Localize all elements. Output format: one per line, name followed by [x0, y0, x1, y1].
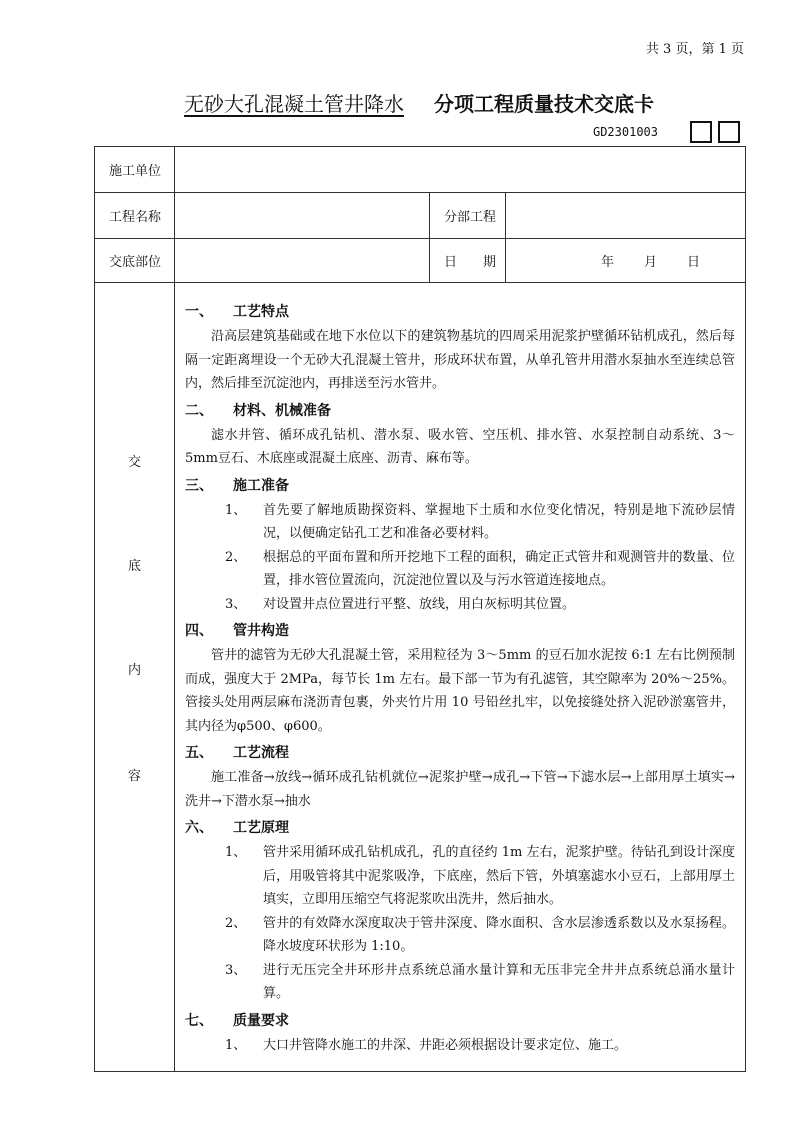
disclosure-form	[94, 146, 746, 1072]
list-item: 1、 管井采用循环成孔钻机成孔，孔的直径约 1m 左右，泥浆护壁。待钻孔到设计深度后，用吸管将其中泥浆吸净，下底座，然后下管，外填塞滤水小豆石，上部用厚土填实，立即用压缩空气将泥浆吹出洗井，然后抽水。	[225, 845, 736, 907]
part-value[interactable]	[175, 239, 430, 283]
page-number: 共 3 页，第 1 页	[645, 42, 744, 57]
list-item: 2、 根据总的平面布置和所开挖地下工程的面积，确定正式管井和观测管井的数量、位置，排水管位置流向，沉淀池位置以及与污水管道连接地点。	[225, 549, 736, 588]
code-row	[593, 121, 740, 143]
part-label: 交底部位	[95, 239, 175, 283]
side-char-4: 容	[127, 769, 141, 784]
subproject-label: 分部工程	[430, 193, 506, 239]
date-month: 月	[643, 255, 657, 270]
title-suffix: 分项工程质量技术交底卡	[434, 92, 654, 116]
side-char-1: 交	[127, 455, 141, 470]
unit-label: 施工单位	[95, 147, 175, 193]
content-body	[175, 283, 746, 1072]
section-5-heading: 五、 工艺流程	[185, 745, 289, 761]
list-item: 2、 管井的有效降水深度取决于管井深度、降水面积、含水层渗透系数以及水泵扬程。降水坡度环状形为 1:10。	[225, 915, 736, 954]
list-item: 1、 大口井管降水施工的井深、井距必须根据设计要求定位、施工。	[225, 1037, 628, 1053]
list-item: 3、 对设置井点位置进行平整、放线，用白灰标明其位置。	[225, 596, 576, 612]
content-side-label	[95, 283, 175, 1072]
section-1-heading: 一、 工艺特点	[185, 304, 289, 320]
section-7-heading: 七、 质量要求	[185, 1012, 289, 1029]
side-char-3: 内	[127, 663, 141, 678]
section-2-text: 滤水井管、循环成孔钻机、潜水泵、吸水管、空压机、排水管、水泵控制自动系统、3～5mm豆石、木底座或混凝土底座、沥青、麻布等。	[185, 427, 736, 466]
section-6-heading: 六、 工艺原理	[185, 820, 289, 836]
list-item: 1、 首先要了解地质勘探资料、掌握地下土质和水位变化情况，特别是地下流砂层情况，以便确定钻孔工艺和准备必要材料。	[225, 502, 736, 541]
checkbox-2[interactable]	[718, 121, 740, 143]
title-main: 无砂大孔混凝土管井降水	[184, 92, 404, 116]
checkbox-1[interactable]	[690, 121, 712, 143]
unit-value[interactable]	[175, 147, 746, 193]
section-2-heading: 二、 材料、机械准备	[185, 402, 331, 419]
project-label: 工程名称	[95, 193, 175, 239]
section-4-heading: 四、 管井构造	[185, 623, 289, 639]
section-5-text: 施工准备→放线→循环成孔钻机就位→泥浆护壁→成孔→下管→下滤水层→上部用厚土填实→洗井→下潜水泵→抽水	[185, 770, 736, 809]
section-4-text: 管井的滤管为无砂大孔混凝土管，采用粒径为 3～5mm 的豆石加水泥按 6:1 左右比例预制而成，强度大于 2MPa，每节长 1m 左右。最下部一节为有孔滤管，其空隙率为 20%～25%。管接头处用两层麻布浇沥青包裹，外夹竹片用 10 号铅丝扎牢，以免接缝处挤入泥砂淤塞管井，其内径为φ500、φ600。	[185, 648, 736, 734]
document-title	[0, 88, 800, 117]
section-3-heading: 三、 施工准备	[185, 477, 289, 494]
side-char-2: 底	[127, 559, 141, 574]
date-year: 年	[600, 255, 614, 270]
date-value[interactable]	[506, 239, 746, 283]
document-code: GD2301003	[592, 125, 658, 139]
list-item: 3、 进行无压完全井环形井点系统总涌水量计算和无压非完全井井点系统总涌水量计算。	[225, 962, 736, 1001]
date-label: 日 期	[430, 239, 506, 283]
subproject-value[interactable]	[506, 193, 746, 239]
date-day: 日	[686, 255, 700, 270]
section-1-text: 沿高层建筑基础或在地下水位以下的建筑物基坑的四周采用泥浆护壁循环钻机成孔，然后每隔一定距离埋设一个无砂大孔混凝土管井，形成环状布置，从单孔管井用潜水泵抽水至连续总管内，然后排至沉淀池内，再排送至污水管井。	[185, 329, 736, 391]
project-value[interactable]	[175, 193, 430, 239]
